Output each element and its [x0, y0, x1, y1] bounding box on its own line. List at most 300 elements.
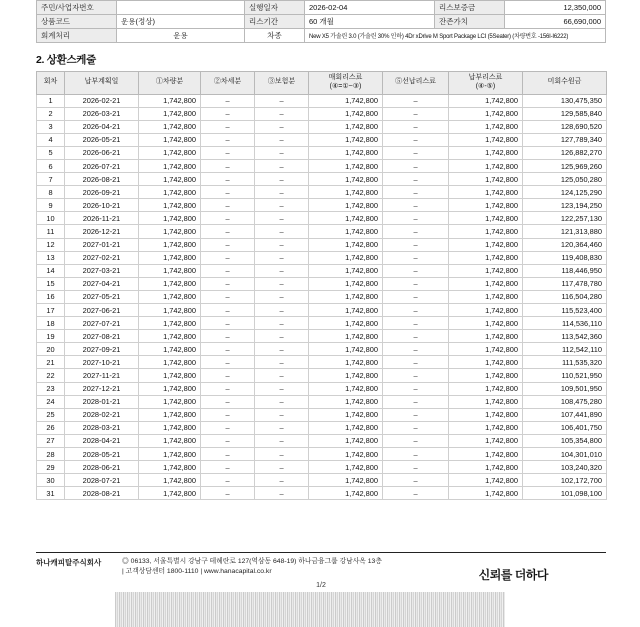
table-cell: 21: [37, 356, 65, 369]
table-row: [37, 199, 607, 212]
table-cell: 1,742,800: [139, 146, 201, 159]
table-cell: 2027-03-21: [65, 264, 139, 277]
table-cell: 106,401,750: [523, 421, 607, 434]
table-cell: 1,742,800: [139, 382, 201, 395]
table-cell: 1,742,800: [309, 317, 383, 330]
table-cell: –: [255, 212, 309, 225]
table-cell: –: [201, 277, 255, 290]
col-header-prepaid-lease-fee: ⑤선납리스료: [383, 72, 449, 95]
table-cell: 121,313,880: [523, 225, 607, 238]
table-cell: 2027-11-21: [65, 369, 139, 382]
bottom-right-band: [505, 592, 640, 627]
table-cell: 2028-02-21: [65, 408, 139, 421]
table-cell: 22: [37, 369, 65, 382]
table-cell: 1,742,800: [449, 421, 523, 434]
table-cell: –: [255, 238, 309, 251]
table-cell: 2026-02-21: [65, 94, 139, 107]
table-row: [37, 343, 607, 356]
table-row: [37, 369, 607, 382]
table-row: [37, 487, 607, 500]
info-value-exec-date: 2026-02-04: [305, 1, 435, 15]
table-row: [37, 159, 607, 172]
table-cell: 1,742,800: [309, 212, 383, 225]
table-cell: –: [255, 277, 309, 290]
table-cell: 114,536,110: [523, 317, 607, 330]
table-cell: 1,742,800: [449, 133, 523, 146]
table-row: [37, 264, 607, 277]
table-cell: 1,742,800: [139, 120, 201, 133]
table-cell: –: [255, 107, 309, 120]
table-cell: 1,742,800: [139, 474, 201, 487]
table-cell: 1,742,800: [449, 330, 523, 343]
table-cell: 1,742,800: [309, 146, 383, 159]
table-cell: –: [383, 277, 449, 290]
table-cell: 1,742,800: [309, 369, 383, 382]
table-cell: 27: [37, 434, 65, 447]
table-cell: –: [255, 448, 309, 461]
table-cell: –: [383, 461, 449, 474]
table-cell: 2027-07-21: [65, 317, 139, 330]
table-cell: 2028-04-21: [65, 434, 139, 447]
table-cell: –: [383, 448, 449, 461]
table-cell: –: [383, 225, 449, 238]
table-cell: –: [383, 395, 449, 408]
table-row: [37, 356, 607, 369]
table-cell: 1,742,800: [309, 448, 383, 461]
page-number: 1/2: [316, 582, 326, 590]
table-row: [37, 474, 607, 487]
table-cell: –: [201, 382, 255, 395]
table-cell: 1,742,800: [139, 94, 201, 107]
table-cell: 118,446,950: [523, 264, 607, 277]
table-cell: 1,742,800: [449, 251, 523, 264]
table-cell: –: [383, 369, 449, 382]
table-cell: 119,408,830: [523, 251, 607, 264]
table-cell: 1,742,800: [139, 225, 201, 238]
table-cell: 112,542,110: [523, 343, 607, 356]
info-value-vehicle-desc: New X5 가솔린 3.0 (가솔린 30% 인하) 4Dr xDrive M Sport Package LCI (5Seater) (차량번호 -156I-I6222): [305, 29, 606, 43]
table-row: [37, 107, 607, 120]
table-row: [37, 382, 607, 395]
table-cell: 1,742,800: [139, 408, 201, 421]
table-cell: 2026-08-21: [65, 173, 139, 186]
table-row: [37, 120, 607, 133]
table-cell: 1,742,800: [139, 343, 201, 356]
table-cell: 122,257,130: [523, 212, 607, 225]
table-cell: 1,742,800: [139, 186, 201, 199]
table-cell: 1,742,800: [309, 277, 383, 290]
table-cell: 23: [37, 382, 65, 395]
table-cell: 1,742,800: [449, 199, 523, 212]
table-cell: 1,742,800: [139, 212, 201, 225]
table-row: [37, 15, 606, 29]
table-cell: 1,742,800: [449, 94, 523, 107]
table-cell: –: [201, 264, 255, 277]
table-cell: –: [201, 238, 255, 251]
table-cell: 1,742,800: [139, 330, 201, 343]
table-cell: 1,742,800: [309, 474, 383, 487]
info-label-deposit: 리스보증금: [435, 1, 505, 15]
table-cell: –: [383, 133, 449, 146]
table-cell: –: [201, 448, 255, 461]
table-cell: 9: [37, 199, 65, 212]
info-label-lease-term: 리스기간: [245, 15, 305, 29]
table-cell: –: [201, 186, 255, 199]
table-cell: 2026-07-21: [65, 159, 139, 172]
table-cell: 16: [37, 290, 65, 303]
table-cell: 1,742,800: [139, 238, 201, 251]
table-row: [37, 317, 607, 330]
col-header-payable-lease-fee: 납부리스료 (④-⑤): [449, 72, 523, 95]
table-cell: 2026-10-21: [65, 199, 139, 212]
table-cell: 1,742,800: [139, 159, 201, 172]
table-cell: –: [201, 461, 255, 474]
table-cell: 15: [37, 277, 65, 290]
table-cell: –: [383, 408, 449, 421]
table-row: [37, 1, 606, 15]
table-cell: –: [255, 186, 309, 199]
table-cell: 28: [37, 448, 65, 461]
table-cell: –: [201, 408, 255, 421]
table-row: [37, 448, 607, 461]
table-cell: –: [383, 330, 449, 343]
table-cell: 1,742,800: [449, 356, 523, 369]
table-cell: 130,475,350: [523, 94, 607, 107]
table-row: [37, 421, 607, 434]
watermark-slogan: 신뢰를 더하다: [478, 568, 548, 582]
table-cell: –: [255, 94, 309, 107]
table-row: [37, 238, 607, 251]
table-cell: 125,050,280: [523, 173, 607, 186]
table-cell: –: [255, 382, 309, 395]
table-row: [37, 461, 607, 474]
table-cell: 1,742,800: [139, 264, 201, 277]
table-cell: 124,125,290: [523, 186, 607, 199]
table-row: [37, 146, 607, 159]
info-value-id: [117, 1, 245, 15]
table-cell: 105,354,800: [523, 434, 607, 447]
table-cell: –: [201, 474, 255, 487]
table-cell: 1,742,800: [309, 434, 383, 447]
table-cell: –: [255, 474, 309, 487]
table-cell: 1,742,800: [309, 461, 383, 474]
table-cell: 108,475,280: [523, 395, 607, 408]
table-cell: –: [383, 146, 449, 159]
table-cell: –: [383, 487, 449, 500]
table-cell: 2028-01-21: [65, 395, 139, 408]
table-cell: 1,742,800: [449, 317, 523, 330]
table-cell: –: [201, 212, 255, 225]
table-cell: 2027-09-21: [65, 343, 139, 356]
table-cell: 104,301,010: [523, 448, 607, 461]
table-cell: 8: [37, 186, 65, 199]
col-header-due-date: 납부계획일: [65, 72, 139, 95]
table-cell: 1,742,800: [309, 238, 383, 251]
table-cell: 1,742,800: [449, 408, 523, 421]
table-cell: 1,742,800: [449, 369, 523, 382]
table-cell: –: [383, 186, 449, 199]
table-cell: 2: [37, 107, 65, 120]
table-cell: –: [255, 369, 309, 382]
table-cell: 1,742,800: [309, 264, 383, 277]
table-cell: –: [255, 487, 309, 500]
table-cell: 2028-05-21: [65, 448, 139, 461]
table-cell: 1,742,800: [309, 225, 383, 238]
table-cell: –: [201, 304, 255, 317]
table-cell: –: [201, 173, 255, 186]
table-cell: –: [255, 343, 309, 356]
table-cell: –: [255, 159, 309, 172]
table-cell: 125,969,260: [523, 159, 607, 172]
table-cell: 129,585,840: [523, 107, 607, 120]
table-row: [37, 225, 607, 238]
section-title: 2. 상환스케줄: [36, 54, 96, 66]
table-cell: –: [255, 133, 309, 146]
col-header-insurance-part: ③보험분: [255, 72, 309, 95]
table-cell: –: [383, 199, 449, 212]
table-cell: 2027-06-21: [65, 304, 139, 317]
table-cell: 13: [37, 251, 65, 264]
table-cell: –: [255, 304, 309, 317]
table-cell: 1,742,800: [139, 487, 201, 500]
table-cell: 1,742,800: [309, 94, 383, 107]
bottom-scan-band: [115, 592, 505, 627]
table-cell: 1,742,800: [449, 238, 523, 251]
table-cell: 116,504,280: [523, 290, 607, 303]
table-cell: 14: [37, 264, 65, 277]
col-header-vehicle-part: ①차량분: [139, 72, 201, 95]
table-cell: 2026-05-21: [65, 133, 139, 146]
table-cell: 2027-12-21: [65, 382, 139, 395]
info-label-id: 주민/사업자번호: [37, 1, 117, 15]
repayment-schedule-table: [36, 71, 607, 500]
table-cell: –: [201, 225, 255, 238]
table-cell: –: [201, 133, 255, 146]
table-cell: 1,742,800: [449, 107, 523, 120]
table-cell: 12: [37, 238, 65, 251]
table-cell: –: [255, 408, 309, 421]
table-cell: 1,742,800: [449, 343, 523, 356]
table-cell: 1,742,800: [139, 356, 201, 369]
table-row: [37, 186, 607, 199]
info-value-product-code: 운용(정상): [117, 15, 245, 29]
table-cell: 123,194,250: [523, 199, 607, 212]
table-cell: –: [255, 395, 309, 408]
table-cell: –: [201, 395, 255, 408]
table-cell: 2028-07-21: [65, 474, 139, 487]
table-cell: 109,501,950: [523, 382, 607, 395]
table-cell: –: [255, 356, 309, 369]
table-cell: 1,742,800: [139, 434, 201, 447]
footer-contact: | 고객상담센터 1800-1110 | www.hanacapital.co.kr: [122, 568, 272, 576]
table-cell: 1,742,800: [449, 264, 523, 277]
table-cell: 20: [37, 343, 65, 356]
table-row: [37, 173, 607, 186]
table-cell: 31: [37, 487, 65, 500]
table-cell: –: [255, 173, 309, 186]
table-cell: 24: [37, 395, 65, 408]
table-cell: 1,742,800: [139, 317, 201, 330]
table-cell: 6: [37, 159, 65, 172]
table-cell: 1,742,800: [139, 277, 201, 290]
table-cell: 5: [37, 146, 65, 159]
table-cell: –: [383, 290, 449, 303]
table-cell: 1,742,800: [449, 173, 523, 186]
table-cell: 1,742,800: [309, 395, 383, 408]
table-cell: 2027-05-21: [65, 290, 139, 303]
col-header-tax-part: ②차세분: [201, 72, 255, 95]
table-cell: 2028-08-21: [65, 487, 139, 500]
table-cell: –: [383, 173, 449, 186]
table-cell: –: [383, 421, 449, 434]
table-cell: –: [383, 343, 449, 356]
table-cell: –: [383, 159, 449, 172]
table-cell: –: [255, 251, 309, 264]
info-label-residual: 잔존가치: [435, 15, 505, 29]
table-cell: –: [383, 474, 449, 487]
info-value-lease-term: 60 개월: [305, 15, 435, 29]
table-row: [37, 304, 607, 317]
table-cell: 2026-03-21: [65, 107, 139, 120]
bottom-left-band: [0, 592, 115, 627]
table-cell: 1,742,800: [309, 173, 383, 186]
table-cell: 1,742,800: [449, 290, 523, 303]
table-cell: 2026-11-21: [65, 212, 139, 225]
table-cell: 2026-09-21: [65, 186, 139, 199]
footer-address: ◎ 06133, 서울특별시 강남구 테헤란로 127(역삼동 648-19) 하나금융그룹 강남사옥 13층: [122, 558, 382, 565]
table-cell: –: [201, 290, 255, 303]
info-label-exec-date: 실행일자: [245, 1, 305, 15]
table-cell: 126,882,270: [523, 146, 607, 159]
table-cell: 1,742,800: [139, 448, 201, 461]
table-row: [37, 434, 607, 447]
table-cell: –: [383, 382, 449, 395]
table-cell: –: [383, 317, 449, 330]
table-cell: 2028-03-21: [65, 421, 139, 434]
table-cell: –: [383, 120, 449, 133]
table-cell: 1,742,800: [139, 251, 201, 264]
table-cell: 1,742,800: [449, 146, 523, 159]
table-cell: 103,240,320: [523, 461, 607, 474]
table-cell: –: [383, 212, 449, 225]
table-row: [37, 133, 607, 146]
table-cell: 30: [37, 474, 65, 487]
table-cell: 19: [37, 330, 65, 343]
table-cell: 1,742,800: [449, 159, 523, 172]
table-cell: 1,742,800: [309, 343, 383, 356]
table-cell: –: [201, 94, 255, 107]
table-cell: 1,742,800: [139, 304, 201, 317]
table-cell: 1,742,800: [449, 474, 523, 487]
table-cell: –: [201, 107, 255, 120]
table-cell: 102,172,700: [523, 474, 607, 487]
table-cell: 18: [37, 317, 65, 330]
table-cell: 113,542,360: [523, 330, 607, 343]
table-cell: –: [201, 343, 255, 356]
table-cell: 117,478,780: [523, 277, 607, 290]
info-label-product-code: 상품코드: [37, 15, 117, 29]
table-cell: 2027-02-21: [65, 251, 139, 264]
table-cell: 29: [37, 461, 65, 474]
info-value-residual: 66,690,000: [505, 15, 606, 29]
table-cell: –: [201, 317, 255, 330]
table-cell: 1,742,800: [309, 382, 383, 395]
table-cell: 107,441,890: [523, 408, 607, 421]
col-header-lease-fee: 매회리스료 (④=①~③): [309, 72, 383, 95]
table-cell: 2026-04-21: [65, 120, 139, 133]
table-cell: 10: [37, 212, 65, 225]
info-value-deposit: 12,350,000: [505, 1, 606, 15]
table-row: [37, 251, 607, 264]
table-cell: –: [201, 120, 255, 133]
table-cell: –: [255, 120, 309, 133]
table-cell: 17: [37, 304, 65, 317]
table-cell: 111,535,320: [523, 356, 607, 369]
table-header-row: [37, 72, 607, 95]
table-cell: 1,742,800: [139, 107, 201, 120]
table-cell: 1,742,800: [139, 133, 201, 146]
info-label-vehicle-type: 차종: [245, 29, 305, 43]
table-cell: 2028-06-21: [65, 461, 139, 474]
table-cell: 1,742,800: [309, 107, 383, 120]
table-cell: –: [201, 146, 255, 159]
table-cell: –: [255, 461, 309, 474]
table-cell: 1,742,800: [449, 382, 523, 395]
info-value-accounting: 운용: [117, 29, 245, 43]
table-cell: –: [201, 487, 255, 500]
table-cell: –: [255, 225, 309, 238]
table-cell: –: [255, 317, 309, 330]
table-cell: –: [255, 146, 309, 159]
table-cell: 2027-10-21: [65, 356, 139, 369]
table-row: [37, 395, 607, 408]
table-cell: 11: [37, 225, 65, 238]
table-cell: 25: [37, 408, 65, 421]
table-cell: 1,742,800: [309, 120, 383, 133]
table-row: [37, 212, 607, 225]
table-cell: 1,742,800: [309, 186, 383, 199]
table-row: [37, 330, 607, 343]
table-cell: –: [201, 159, 255, 172]
table-cell: –: [201, 421, 255, 434]
table-cell: 1,742,800: [309, 159, 383, 172]
table-cell: 2027-04-21: [65, 277, 139, 290]
table-cell: 1,742,800: [449, 186, 523, 199]
table-cell: –: [255, 434, 309, 447]
table-cell: 1,742,800: [449, 434, 523, 447]
table-cell: 1,742,800: [309, 251, 383, 264]
table-row: [37, 277, 607, 290]
table-row: [37, 290, 607, 303]
table-row: [37, 29, 606, 43]
table-cell: 1,742,800: [139, 199, 201, 212]
table-row: [37, 408, 607, 421]
table-cell: –: [201, 251, 255, 264]
table-cell: –: [383, 94, 449, 107]
table-cell: –: [201, 199, 255, 212]
info-label-accounting: 회계처리: [37, 29, 117, 43]
table-cell: –: [201, 369, 255, 382]
table-cell: 2026-06-21: [65, 146, 139, 159]
table-cell: –: [255, 290, 309, 303]
table-cell: –: [383, 251, 449, 264]
table-cell: –: [383, 238, 449, 251]
table-cell: 101,098,100: [523, 487, 607, 500]
table-cell: 7: [37, 173, 65, 186]
table-cell: –: [383, 356, 449, 369]
table-cell: 1,742,800: [139, 461, 201, 474]
table-cell: 3: [37, 120, 65, 133]
